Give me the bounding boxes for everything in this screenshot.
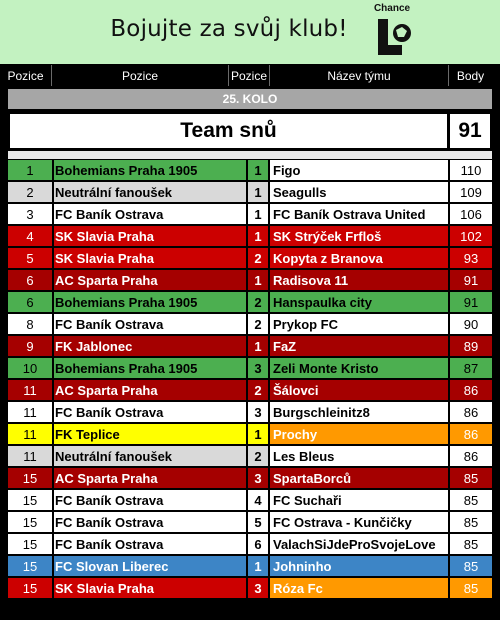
rank-cell: 15 — [8, 556, 52, 576]
rank-cell: 5 — [8, 248, 52, 268]
team-name-cell: FC Suchaři — [270, 490, 448, 510]
team-name-cell: FC Baník Ostrava United — [270, 204, 448, 224]
team-name-cell: Figo — [270, 160, 448, 180]
position-cell: 3 — [248, 578, 268, 598]
banner-title: Bojujte za svůj klub! — [110, 16, 348, 42]
rank-cell: 15 — [8, 490, 52, 510]
team-name-cell: Hanspaulka city — [270, 292, 448, 312]
table-row — [8, 336, 492, 356]
team-name-cell: Róza Fc — [270, 578, 448, 598]
team-name-cell: ValachSiJdeProSvojeLove — [270, 534, 448, 554]
club-cell: Bohemians Praha 1905 — [54, 292, 246, 312]
points-cell: 110 — [450, 160, 492, 180]
points-cell: 109 — [450, 182, 492, 202]
rank-cell: 11 — [8, 402, 52, 422]
points-cell: 85 — [450, 512, 492, 532]
team-name-cell: SK Strýček Frfloš — [270, 226, 448, 246]
club-cell: FC Baník Ostrava — [54, 314, 246, 334]
team-name-cell: Les Bleus — [270, 446, 448, 466]
points-cell: 85 — [450, 578, 492, 598]
position-cell: 1 — [248, 336, 268, 356]
table-row — [8, 358, 492, 378]
table-row — [8, 292, 492, 312]
rank-cell: 15 — [8, 468, 52, 488]
chance-liga-logo — [368, 3, 416, 59]
table-row — [8, 578, 492, 598]
points-cell: 86 — [450, 380, 492, 400]
position-cell: 1 — [248, 160, 268, 180]
team-name-cell: Prykop FC — [270, 314, 448, 334]
club-cell: FC Baník Ostrava — [54, 204, 246, 224]
table-row — [8, 160, 492, 180]
table-row — [8, 204, 492, 224]
club-cell: AC Sparta Praha — [54, 380, 246, 400]
dream-team-label: Team snů — [10, 114, 447, 148]
rank-cell: 2 — [8, 182, 52, 202]
club-cell: AC Sparta Praha — [54, 468, 246, 488]
rank-cell: 15 — [8, 578, 52, 598]
position-cell: 2 — [248, 248, 268, 268]
table-row — [8, 512, 492, 532]
team-name-cell: Radisova 11 — [270, 270, 448, 290]
club-cell: FC Baník Ostrava — [54, 402, 246, 422]
rank-cell: 11 — [8, 446, 52, 466]
logo-text: Chance — [373, 3, 411, 14]
col-club-header: Pozice — [52, 65, 228, 86]
club-cell: FC Baník Ostrava — [54, 490, 246, 510]
table-row — [8, 248, 492, 268]
club-cell: AC Sparta Praha — [54, 270, 246, 290]
points-cell: 102 — [450, 226, 492, 246]
club-cell: Neutrální fanoušek — [54, 182, 246, 202]
col-rank-header: Pozice — [0, 65, 51, 86]
club-cell: FC Baník Ostrava — [54, 534, 246, 554]
rank-cell: 3 — [8, 204, 52, 224]
points-cell: 106 — [450, 204, 492, 224]
points-cell: 85 — [450, 490, 492, 510]
points-cell: 86 — [450, 446, 492, 466]
rank-cell: 6 — [8, 270, 52, 290]
position-cell: 1 — [248, 182, 268, 202]
team-name-cell: Šálovci — [270, 380, 448, 400]
position-cell: 1 — [248, 226, 268, 246]
position-cell: 6 — [248, 534, 268, 554]
club-cell: SK Slavia Praha — [54, 248, 246, 268]
table-row — [8, 314, 492, 334]
club-cell: FK Teplice — [54, 424, 246, 444]
points-cell: 85 — [450, 556, 492, 576]
team-name-cell: SpartaBorců — [270, 468, 448, 488]
table-row — [8, 402, 492, 422]
table-row — [8, 534, 492, 554]
dream-team-points: 91 — [450, 114, 490, 148]
points-cell: 91 — [450, 270, 492, 290]
points-cell: 87 — [450, 358, 492, 378]
position-cell: 4 — [248, 490, 268, 510]
team-name-cell: FC Ostrava - Kunčičky — [270, 512, 448, 532]
position-cell: 1 — [248, 204, 268, 224]
points-cell: 85 — [450, 468, 492, 488]
team-name-cell: FaZ — [270, 336, 448, 356]
position-cell: 2 — [248, 380, 268, 400]
position-cell: 1 — [248, 270, 268, 290]
table-row — [8, 182, 492, 202]
club-cell: SK Slavia Praha — [54, 578, 246, 598]
club-cell: FK Jablonec — [54, 336, 246, 356]
team-name-cell: Seagulls — [270, 182, 448, 202]
position-cell: 2 — [248, 314, 268, 334]
club-cell: Bohemians Praha 1905 — [54, 358, 246, 378]
position-cell: 5 — [248, 512, 268, 532]
club-cell: FC Slovan Liberec — [54, 556, 246, 576]
col-team-header: Název týmu — [270, 65, 448, 86]
banner — [0, 0, 500, 64]
points-cell: 93 — [450, 248, 492, 268]
col-pos-header: Pozice — [229, 65, 269, 86]
table-row — [8, 424, 492, 444]
club-cell: Bohemians Praha 1905 — [54, 160, 246, 180]
team-name-cell: Kopyta z Branova — [270, 248, 448, 268]
rank-cell: 8 — [8, 314, 52, 334]
team-name-cell: Zeli Monte Kristo — [270, 358, 448, 378]
table-row — [8, 380, 492, 400]
points-cell: 86 — [450, 424, 492, 444]
club-cell: SK Slavia Praha — [54, 226, 246, 246]
rank-cell: 11 — [8, 380, 52, 400]
table-top-strip — [8, 151, 492, 159]
points-cell: 85 — [450, 534, 492, 554]
team-name-cell: Johninho — [270, 556, 448, 576]
team-name-cell: Prochy — [270, 424, 448, 444]
rank-cell: 15 — [8, 534, 52, 554]
rank-cell: 11 — [8, 424, 52, 444]
position-cell: 3 — [248, 468, 268, 488]
rank-cell: 15 — [8, 512, 52, 532]
table-row — [8, 270, 492, 290]
position-cell: 3 — [248, 358, 268, 378]
points-cell: 89 — [450, 336, 492, 356]
table-row — [8, 490, 492, 510]
rank-cell: 6 — [8, 292, 52, 312]
position-cell: 1 — [248, 556, 268, 576]
club-cell: Neutrální fanoušek — [54, 446, 246, 466]
points-cell: 90 — [450, 314, 492, 334]
rank-cell: 10 — [8, 358, 52, 378]
rank-cell: 1 — [8, 160, 52, 180]
round-label: 25. KOLO — [8, 89, 492, 109]
points-cell: 91 — [450, 292, 492, 312]
rank-cell: 4 — [8, 226, 52, 246]
position-cell: 2 — [248, 446, 268, 466]
rank-cell: 9 — [8, 336, 52, 356]
table-row — [8, 226, 492, 246]
position-cell: 2 — [248, 292, 268, 312]
table-row — [8, 446, 492, 466]
table-row — [8, 468, 492, 488]
points-cell: 86 — [450, 402, 492, 422]
position-cell: 3 — [248, 402, 268, 422]
position-cell: 1 — [248, 424, 268, 444]
col-points-header: Body — [449, 65, 492, 86]
table-row — [8, 556, 492, 576]
team-name-cell: Burgschleinitz8 — [270, 402, 448, 422]
club-cell: FC Baník Ostrava — [54, 512, 246, 532]
